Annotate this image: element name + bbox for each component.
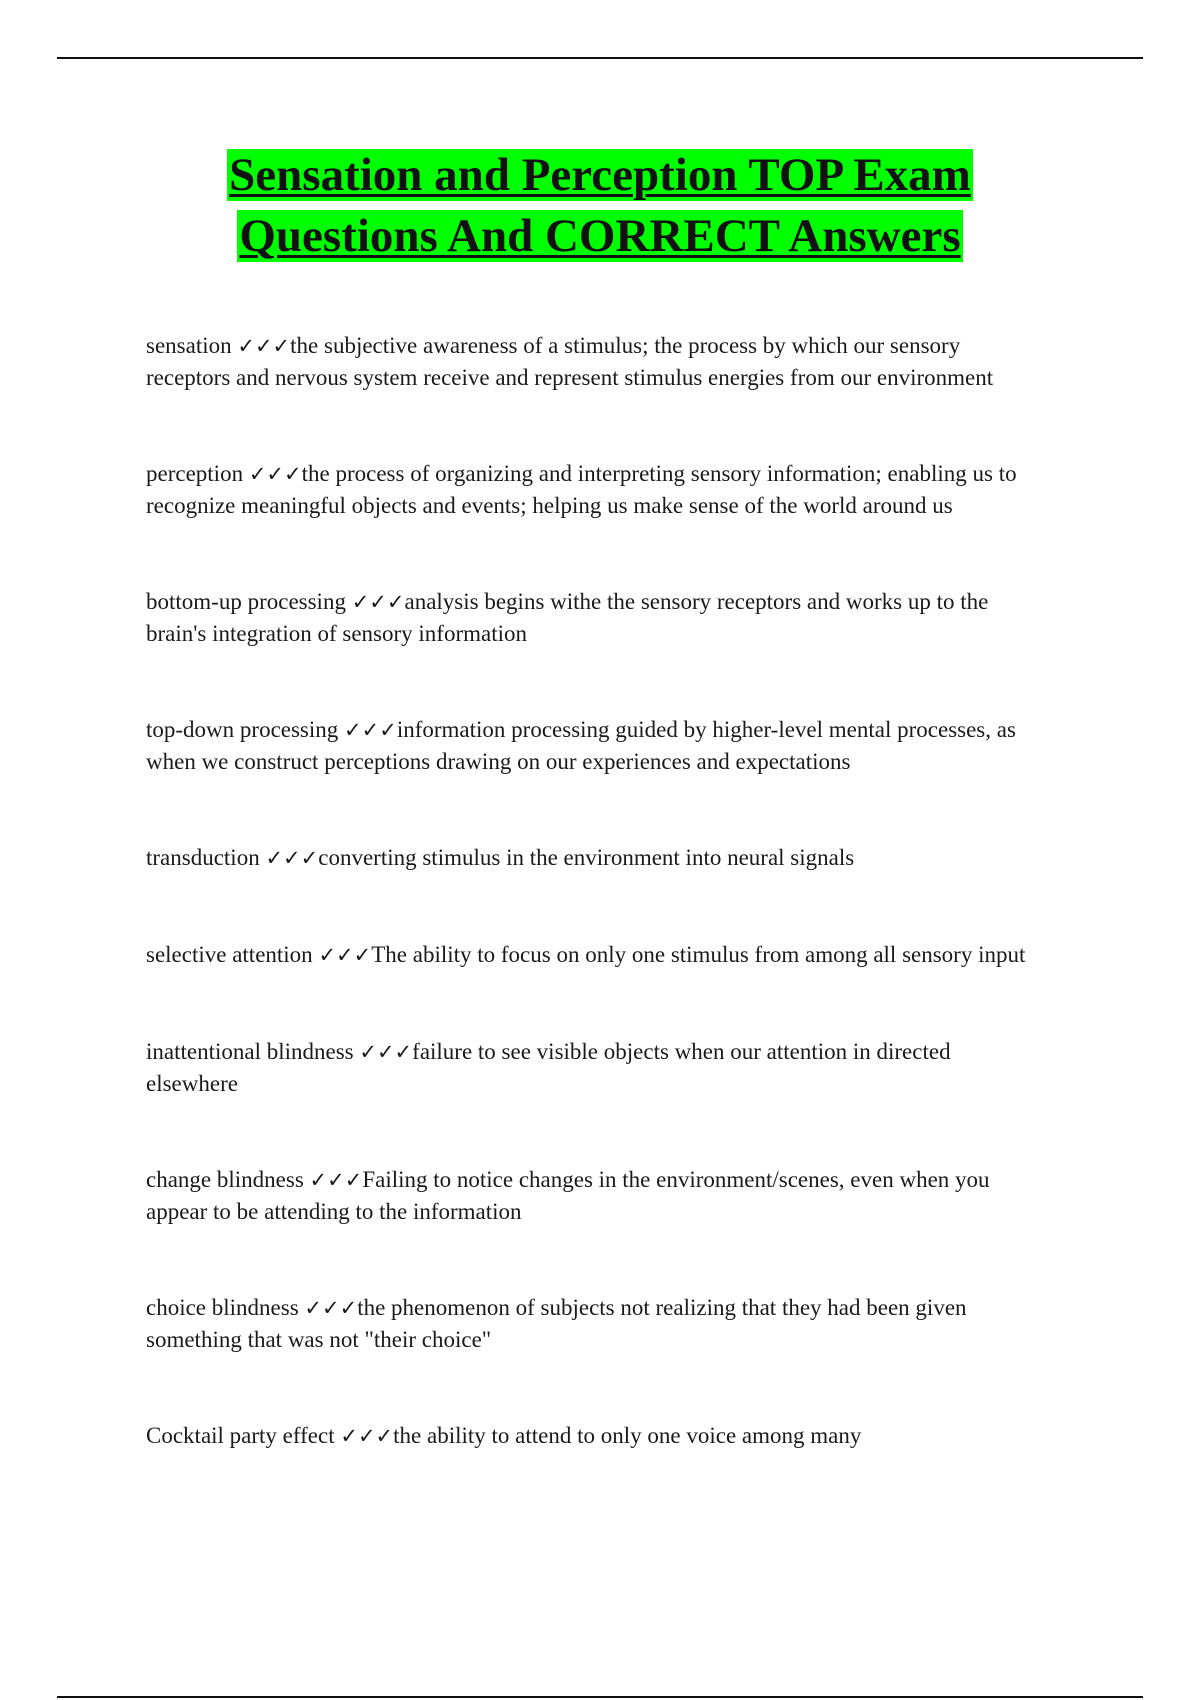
title-line-2: Questions And CORRECT Answers bbox=[239, 210, 961, 262]
definition: converting stimulus in the environment into neural signals bbox=[318, 845, 855, 870]
term: sensation bbox=[146, 333, 232, 358]
term-entry bbox=[146, 458, 1046, 521]
definition: the process of organizing and interpreting sensory information; enabling us to recognize meaningful objects and events; helping us make sense of the world around us bbox=[146, 461, 1017, 518]
checkmark-icon: ✓✓✓ bbox=[344, 718, 397, 742]
term: perception bbox=[146, 461, 244, 486]
term: bottom-up processing bbox=[146, 589, 346, 614]
definition: information processing guided by higher-level mental processes, as when we construct perceptions drawing on our experiences and expectations bbox=[146, 717, 1016, 774]
top-divider bbox=[57, 57, 1143, 59]
term: choice blindness bbox=[146, 1295, 299, 1320]
term: transduction bbox=[146, 845, 260, 870]
term-entry bbox=[146, 1164, 1046, 1227]
term-entry bbox=[146, 1420, 1046, 1452]
term-entry bbox=[146, 586, 1046, 649]
term-entry bbox=[146, 939, 1046, 971]
term-list bbox=[146, 330, 1046, 1517]
definition: the phenomenon of subjects not realizing that they had been given something that was not "their choice" bbox=[146, 1295, 967, 1352]
checkmark-icon: ✓✓✓ bbox=[340, 1424, 394, 1448]
definition: analysis begins withe the sensory receptors and works up to the brain's integration of sensory information bbox=[146, 589, 989, 646]
term-entry bbox=[146, 330, 1046, 393]
definition: The ability to focus on only one stimulus from among all sensory input bbox=[371, 942, 1026, 967]
definition: failure to see visible objects when our attention in directed elsewhere bbox=[146, 1039, 951, 1096]
checkmark-icon: ✓✓✓ bbox=[309, 1168, 363, 1192]
checkmark-icon: ✓✓✓ bbox=[359, 1040, 413, 1064]
term-entry bbox=[146, 1036, 1046, 1099]
title-line-1: Sensation and Perception TOP Exam bbox=[229, 149, 971, 201]
definition: Failing to notice changes in the environment/scenes, even when you appear to be attending to the information bbox=[146, 1167, 990, 1224]
checkmark-icon: ✓✓✓ bbox=[304, 1296, 358, 1320]
term: inattentional blindness bbox=[146, 1039, 354, 1064]
term: selective attention bbox=[146, 942, 313, 967]
term: Cocktail party effect bbox=[146, 1423, 335, 1448]
term: top-down processing bbox=[146, 717, 339, 742]
checkmark-icon: ✓✓✓ bbox=[237, 334, 291, 358]
checkmark-icon: ✓✓✓ bbox=[351, 590, 405, 614]
definition: the ability to attend to only one voice among many bbox=[393, 1423, 862, 1448]
term-entry bbox=[146, 842, 1046, 874]
checkmark-icon: ✓✓✓ bbox=[318, 943, 372, 967]
term-entry bbox=[146, 714, 1046, 777]
document-title bbox=[0, 145, 1200, 267]
definition: the subjective awareness of a stimulus; the process by which our sensory receptors and nervous system receive and represent stimulus energies from our environment bbox=[146, 333, 994, 390]
checkmark-icon: ✓✓✓ bbox=[265, 846, 319, 870]
bottom-divider bbox=[57, 1696, 1143, 1698]
checkmark-icon: ✓✓✓ bbox=[248, 462, 302, 486]
term-entry bbox=[146, 1292, 1046, 1355]
term: change blindness bbox=[146, 1167, 304, 1192]
